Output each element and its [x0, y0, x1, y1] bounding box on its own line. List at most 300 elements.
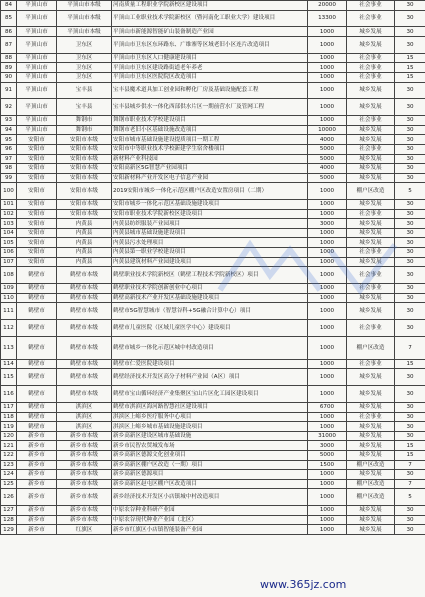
category-cell: 城乡发展: [347, 164, 395, 174]
amount-cell: 1000: [308, 238, 347, 248]
amount-cell: 1000: [308, 320, 347, 337]
county-cell: 安阳市本级: [57, 173, 112, 183]
table-row: [1, 479, 425, 489]
project-name-cell: 新乡高新区德源文化创业项目: [112, 451, 308, 461]
term-years-cell: 7: [395, 460, 425, 470]
city-cell: 平顶山市: [17, 125, 57, 135]
county-cell: 安阳市本级: [57, 154, 112, 164]
county-cell: 新乡市本级: [57, 451, 112, 461]
project-name-cell: 淇滨区上峪乡城市基础设施建设项目: [112, 422, 308, 432]
row-number-cell: 107: [1, 257, 17, 267]
term-years-cell: 30: [395, 284, 425, 294]
county-cell: 安阳市本级: [57, 183, 112, 200]
term-years-cell: 5: [395, 489, 425, 506]
county-cell: 鹤壁市本级: [57, 336, 112, 359]
city-cell: 新乡市: [17, 441, 57, 451]
term-years-cell: 30: [395, 228, 425, 238]
project-name-cell: 鹤壁职业技术学院新校区（鹤壁工程技术学院新校区）项目: [112, 267, 308, 284]
county-cell: 新乡市本级: [57, 489, 112, 506]
project-name-cell: 新乡高新区建设区城市基础设施: [112, 431, 308, 441]
row-number-cell: 109: [1, 284, 17, 294]
table-row: [1, 525, 425, 535]
city-cell: 安阳市: [17, 173, 57, 183]
table-row: [1, 228, 425, 238]
row-number-cell: 128: [1, 515, 17, 525]
term-years-cell: 30: [395, 525, 425, 535]
term-years-cell: 30: [395, 116, 425, 126]
term-years-cell: 30: [395, 99, 425, 116]
table-row: [1, 386, 425, 403]
amount-cell: 1000: [308, 228, 347, 238]
county-cell: 安阳市本级: [57, 200, 112, 210]
term-years-cell: 30: [395, 320, 425, 337]
category-cell: 城乡发展: [347, 36, 395, 53]
amount-cell: 1000: [308, 116, 347, 126]
amount-cell: 20000: [308, 1, 347, 11]
amount-cell: 1000: [308, 489, 347, 506]
amount-cell: 1000: [308, 422, 347, 432]
term-years-cell: 30: [395, 1, 425, 11]
category-cell: 社会事业: [347, 320, 395, 337]
category-cell: 城乡发展: [347, 135, 395, 145]
row-number-cell: 86: [1, 27, 17, 37]
row-number-cell: 91: [1, 82, 17, 99]
city-cell: 平顶山市: [17, 10, 57, 27]
amount-cell: 5000: [308, 154, 347, 164]
project-name-cell: 鹤壁高新技术产业开发区基础设施建设项目: [112, 293, 308, 303]
project-name-cell: 鹤壁经济技术开发区高分子材料产业园（A区）项目: [112, 369, 308, 386]
category-cell: 城乡发展: [347, 257, 395, 267]
county-cell: 内黄县: [57, 257, 112, 267]
project-name-cell: 安阳新材料产业开发区电子信息产业园: [112, 173, 308, 183]
row-number-cell: 87: [1, 36, 17, 53]
row-number-cell: 97: [1, 154, 17, 164]
category-cell: 棚户区改造: [347, 460, 395, 470]
project-name-cell: 内黄县污水处理项目: [112, 238, 308, 248]
amount-cell: 1000: [308, 99, 347, 116]
category-cell: 城乡发展: [347, 125, 395, 135]
city-cell: 鹤壁市: [17, 386, 57, 403]
amount-cell: 1000: [308, 36, 347, 53]
project-name-cell: 舞钢市老旧小区基础设施改造项目: [112, 125, 308, 135]
term-years-cell: 15: [395, 441, 425, 451]
row-number-cell: 118: [1, 412, 17, 422]
project-name-cell: 新乡市红旗区小店镇智能装备产业园: [112, 525, 308, 535]
city-cell: 新乡市: [17, 479, 57, 489]
county-cell: 新乡市本级: [57, 515, 112, 525]
project-name-cell: 鹤壁市儿童医院（区域儿童医学中心）建设项目: [112, 320, 308, 337]
table-row: [1, 267, 425, 284]
row-number-cell: 89: [1, 63, 17, 73]
amount-cell: 1000: [308, 525, 347, 535]
city-cell: 安阳市: [17, 200, 57, 210]
category-cell: 社会事业: [347, 63, 395, 73]
category-cell: 社会事业: [347, 53, 395, 63]
amount-cell: 1000: [308, 386, 347, 403]
row-number-cell: 119: [1, 422, 17, 432]
city-cell: 平顶山市: [17, 82, 57, 99]
row-number-cell: 111: [1, 303, 17, 320]
category-cell: 城乡发展: [347, 293, 395, 303]
city-cell: 安阳市: [17, 164, 57, 174]
row-number-cell: 103: [1, 219, 17, 229]
amount-cell: 1000: [308, 470, 347, 480]
project-name-cell: 新乡市民智农贸城发布场: [112, 441, 308, 451]
county-cell: 宝丰县: [57, 82, 112, 99]
county-cell: 鹤壁市本级: [57, 267, 112, 284]
term-years-cell: 15: [395, 63, 425, 73]
city-cell: 平顶山市: [17, 99, 57, 116]
term-years-cell: 30: [395, 164, 425, 174]
table-row: [1, 144, 425, 154]
table-row: [1, 53, 425, 63]
category-cell: 棚户区改造: [347, 336, 395, 359]
category-cell: 城乡发展: [347, 451, 395, 461]
row-number-cell: 123: [1, 460, 17, 470]
city-cell: 新乡市: [17, 470, 57, 480]
project-name-cell: 内黄县城市基础设施建设项目: [112, 228, 308, 238]
amount-cell: 5000: [308, 144, 347, 154]
category-cell: 社会事业: [347, 10, 395, 27]
term-years-cell: 30: [395, 431, 425, 441]
amount-cell: 4000: [308, 135, 347, 145]
city-cell: 安阳市: [17, 248, 57, 258]
category-cell: 城乡发展: [347, 154, 395, 164]
row-number-cell: 93: [1, 116, 17, 126]
table-row: [1, 431, 425, 441]
term-years-cell: 30: [395, 27, 425, 37]
project-name-cell: 鹤壁市5G智慧城市（智慧谷科+5G融合计算中心）项目: [112, 303, 308, 320]
category-cell: 社会事业: [347, 209, 395, 219]
amount-cell: 10000: [308, 125, 347, 135]
table-row: [1, 293, 425, 303]
term-years-cell: 30: [395, 209, 425, 219]
city-cell: 安阳市: [17, 154, 57, 164]
term-years-cell: 30: [395, 10, 425, 27]
amount-cell: 1000: [308, 82, 347, 99]
row-number-cell: 124: [1, 470, 17, 480]
project-name-cell: 中原农谷种业科研产业园: [112, 506, 308, 516]
amount-cell: 1000: [308, 369, 347, 386]
row-number-cell: 114: [1, 359, 17, 369]
county-cell: 卫东区: [57, 72, 112, 82]
amount-cell: 1000: [308, 303, 347, 320]
table-row: [1, 451, 425, 461]
amount-cell: 1500: [308, 460, 347, 470]
table-row: [1, 422, 425, 432]
county-cell: 卫东区: [57, 36, 112, 53]
county-cell: 舞钢市: [57, 125, 112, 135]
amount-cell: 31000: [308, 431, 347, 441]
county-cell: 内黄县: [57, 219, 112, 229]
county-cell: 鹤壁市本级: [57, 303, 112, 320]
county-cell: 卫东区: [57, 53, 112, 63]
row-number-cell: 95: [1, 135, 17, 145]
row-number-cell: 121: [1, 441, 17, 451]
project-name-cell: 新乡高新区德源项目: [112, 470, 308, 480]
category-cell: 社会事业: [347, 359, 395, 369]
table-row: [1, 125, 425, 135]
table-body: [1, 1, 425, 535]
city-cell: 平顶山市: [17, 116, 57, 126]
amount-cell: 1000: [308, 248, 347, 258]
city-cell: 安阳市: [17, 183, 57, 200]
term-years-cell: 30: [395, 219, 425, 229]
category-cell: 社会事业: [347, 144, 395, 154]
county-cell: 淇滨区: [57, 403, 112, 413]
city-cell: 新乡市: [17, 515, 57, 525]
row-number-cell: 92: [1, 99, 17, 116]
project-name-cell: 平顶山市新能源智能矿山装备制造产业园: [112, 27, 308, 37]
table-row: [1, 320, 425, 337]
county-cell: 新乡市本级: [57, 441, 112, 451]
table-row: [1, 470, 425, 480]
row-number-cell: 98: [1, 164, 17, 174]
term-years-cell: 5: [395, 183, 425, 200]
city-cell: 鹤壁市: [17, 412, 57, 422]
amount-cell: 1000: [308, 200, 347, 210]
amount-cell: 1000: [308, 27, 347, 37]
category-cell: 城乡发展: [347, 369, 395, 386]
county-cell: 鹤壁市本级: [57, 320, 112, 337]
county-cell: 淇滨区: [57, 422, 112, 432]
project-name-cell: 安阳市职业技术学院新校区建设项目: [112, 209, 308, 219]
project-name-cell: 安阳市城市基础设施建设提质项目一期工程: [112, 135, 308, 145]
city-cell: 新乡市: [17, 525, 57, 535]
city-cell: 平顶山市: [17, 36, 57, 53]
row-number-cell: 101: [1, 200, 17, 210]
county-cell: 鹤壁市本级: [57, 359, 112, 369]
row-number-cell: 100: [1, 183, 17, 200]
term-years-cell: 7: [395, 479, 425, 489]
row-number-cell: 122: [1, 451, 17, 461]
term-years-cell: 30: [395, 369, 425, 386]
term-years-cell: 30: [395, 248, 425, 258]
city-cell: 鹤壁市: [17, 422, 57, 432]
row-number-cell: 96: [1, 144, 17, 154]
table-row: [1, 303, 425, 320]
term-years-cell: 30: [395, 422, 425, 432]
project-name-cell: 新乡高新区棚户区改造（一期）项目: [112, 460, 308, 470]
category-cell: 社会事业: [347, 1, 395, 11]
term-years-cell: 30: [395, 267, 425, 284]
table-row: [1, 369, 425, 386]
category-cell: 城乡发展: [347, 525, 395, 535]
project-name-cell: 平顶山市卫东区建设路街道老年养老: [112, 63, 308, 73]
category-cell: 棚户区改造: [347, 183, 395, 200]
city-cell: 鹤壁市: [17, 359, 57, 369]
row-number-cell: 84: [1, 1, 17, 11]
category-cell: 城乡发展: [347, 99, 395, 116]
city-cell: 安阳市: [17, 209, 57, 219]
project-name-cell: 内黄县第一职业学校建设项目: [112, 248, 308, 258]
county-cell: 内黄县: [57, 238, 112, 248]
county-cell: 内黄县: [57, 228, 112, 238]
project-name-cell: 安阳市城乡一体化示范区基础设施建设项目: [112, 200, 308, 210]
amount-cell: 1000: [308, 336, 347, 359]
project-name-cell: 河南质量工程职业学院新校区建设项目: [112, 1, 308, 11]
amount-cell: 1000: [308, 183, 347, 200]
category-cell: 城乡发展: [347, 228, 395, 238]
table-row: [1, 257, 425, 267]
project-name-cell: 鹤壁市城乡一体化示范区城中村改造项目: [112, 336, 308, 359]
category-cell: 棚户区改造: [347, 479, 395, 489]
project-name-cell: 鹤壁市仁爱医院建设项目: [112, 359, 308, 369]
row-number-cell: 112: [1, 320, 17, 337]
amount-cell: 1000: [308, 359, 347, 369]
term-years-cell: 30: [395, 144, 425, 154]
amount-cell: 1000: [308, 72, 347, 82]
term-years-cell: 30: [395, 257, 425, 267]
city-cell: 鹤壁市: [17, 320, 57, 337]
category-cell: 社会事业: [347, 248, 395, 258]
term-years-cell: 30: [395, 506, 425, 516]
project-name-cell: 安阳高新区5G智慧产业园项目: [112, 164, 308, 174]
city-cell: 平顶山市: [17, 1, 57, 11]
table-row: [1, 63, 425, 73]
amount-cell: 1000: [308, 479, 347, 489]
term-years-cell: 15: [395, 72, 425, 82]
amount-cell: 1000: [308, 284, 347, 294]
table-row: [1, 10, 425, 27]
category-cell: 社会事业: [347, 72, 395, 82]
city-cell: 新乡市: [17, 451, 57, 461]
county-cell: 鹤壁市本级: [57, 293, 112, 303]
term-years-cell: 30: [395, 36, 425, 53]
project-name-cell: 新材料产业科技园: [112, 154, 308, 164]
project-name-cell: 舞钢市职业技术学校建设项目: [112, 116, 308, 126]
watermark-site-text: www.365jz.com: [260, 578, 347, 591]
county-cell: 平顶山市本级: [57, 10, 112, 27]
row-number-cell: 113: [1, 336, 17, 359]
term-years-cell: 30: [395, 135, 425, 145]
category-cell: 城乡发展: [347, 238, 395, 248]
table-row: [1, 359, 425, 369]
category-cell: 社会事业: [347, 284, 395, 294]
table-row: [1, 489, 425, 506]
row-number-cell: 94: [1, 125, 17, 135]
project-name-cell: 安阳市中等职业技术学校新建学生宿舍楼项目: [112, 144, 308, 154]
term-years-cell: 30: [395, 386, 425, 403]
category-cell: 城乡发展: [347, 403, 395, 413]
amount-cell: 1000: [308, 506, 347, 516]
row-number-cell: 105: [1, 238, 17, 248]
table-row: [1, 36, 425, 53]
term-years-cell: 15: [395, 359, 425, 369]
project-name-cell: 2019安阳市城乡一体化示范区棚户区改造安置房项目（二期）: [112, 183, 308, 200]
county-cell: 新乡市本级: [57, 431, 112, 441]
city-cell: 鹤壁市: [17, 293, 57, 303]
project-name-cell: 平顶山工业职业技术学院新校区（暨河南化工职业大学）建设项目: [112, 10, 308, 27]
amount-cell: 1000: [308, 412, 347, 422]
term-years-cell: 30: [395, 125, 425, 135]
county-cell: 鹤壁市本级: [57, 284, 112, 294]
project-name-cell: 鹤壁市宝山循环经济产业集聚区宝山片区化工园区建设项目: [112, 386, 308, 403]
county-cell: 新乡市本级: [57, 479, 112, 489]
county-cell: 淇滨区: [57, 412, 112, 422]
county-cell: 红旗区: [57, 525, 112, 535]
amount-cell: 1000: [308, 267, 347, 284]
category-cell: 社会事业: [347, 116, 395, 126]
project-name-cell: 淇滨区上峪乡医疗服务中心项目: [112, 412, 308, 422]
row-number-cell: 88: [1, 53, 17, 63]
category-cell: 城乡发展: [347, 200, 395, 210]
city-cell: 鹤壁市: [17, 303, 57, 320]
table-row: [1, 506, 425, 516]
amount-cell: 3000: [308, 441, 347, 451]
row-number-cell: 127: [1, 506, 17, 516]
county-cell: 安阳市本级: [57, 144, 112, 154]
county-cell: 安阳市本级: [57, 135, 112, 145]
city-cell: 安阳市: [17, 238, 57, 248]
table-row: [1, 238, 425, 248]
row-number-cell: 85: [1, 10, 17, 27]
term-years-cell: 30: [395, 403, 425, 413]
table-row: [1, 336, 425, 359]
category-cell: 城乡发展: [347, 386, 395, 403]
row-number-cell: 104: [1, 228, 17, 238]
term-years-cell: 30: [395, 293, 425, 303]
category-cell: 城乡发展: [347, 303, 395, 320]
county-cell: 鹤壁市本级: [57, 386, 112, 403]
category-cell: 城乡发展: [347, 422, 395, 432]
amount-cell: 1000: [308, 515, 347, 525]
table-row: [1, 284, 425, 294]
table-row: [1, 72, 425, 82]
city-cell: 新乡市: [17, 460, 57, 470]
table-row: [1, 135, 425, 145]
table-row: [1, 82, 425, 99]
project-name-cell: 新乡经济技术开发区小店镇城中村改造项目: [112, 489, 308, 506]
table-row: [1, 460, 425, 470]
city-cell: 鹤壁市: [17, 369, 57, 386]
row-number-cell: 126: [1, 489, 17, 506]
county-cell: 安阳市本级: [57, 209, 112, 219]
project-name-cell: 鹤壁职业技术学院创新创业中心项目: [112, 284, 308, 294]
term-years-cell: 30: [395, 412, 425, 422]
table-row: [1, 116, 425, 126]
city-cell: 平顶山市: [17, 72, 57, 82]
term-years-cell: 30: [395, 200, 425, 210]
amount-cell: 1000: [308, 53, 347, 63]
term-years-cell: 30: [395, 238, 425, 248]
city-cell: 安阳市: [17, 144, 57, 154]
county-cell: 宝丰县: [57, 99, 112, 116]
city-cell: 平顶山市: [17, 27, 57, 37]
city-cell: 平顶山市: [17, 63, 57, 73]
city-cell: 安阳市: [17, 228, 57, 238]
row-number-cell: 129: [1, 525, 17, 535]
county-cell: 鹤壁市本级: [57, 369, 112, 386]
project-name-cell: 内黄县纺织服装产业园项目: [112, 219, 308, 229]
category-cell: 城乡发展: [347, 515, 395, 525]
row-number-cell: 108: [1, 267, 17, 284]
table-row: [1, 200, 425, 210]
project-name-cell: 鹤壁市淇滨区海河路智慧社区建设项目: [112, 403, 308, 413]
amount-cell: 3000: [308, 219, 347, 229]
city-cell: 新乡市: [17, 506, 57, 516]
city-cell: 平顶山市: [17, 53, 57, 63]
term-years-cell: 15: [395, 53, 425, 63]
table-row: [1, 164, 425, 174]
amount-cell: 1000: [308, 63, 347, 73]
amount-cell: 4000: [308, 164, 347, 174]
table-row: [1, 403, 425, 413]
term-years-cell: 30: [395, 303, 425, 320]
county-cell: 新乡市本级: [57, 506, 112, 516]
category-cell: 城乡发展: [347, 27, 395, 37]
category-cell: 棚户区改造: [347, 489, 395, 506]
